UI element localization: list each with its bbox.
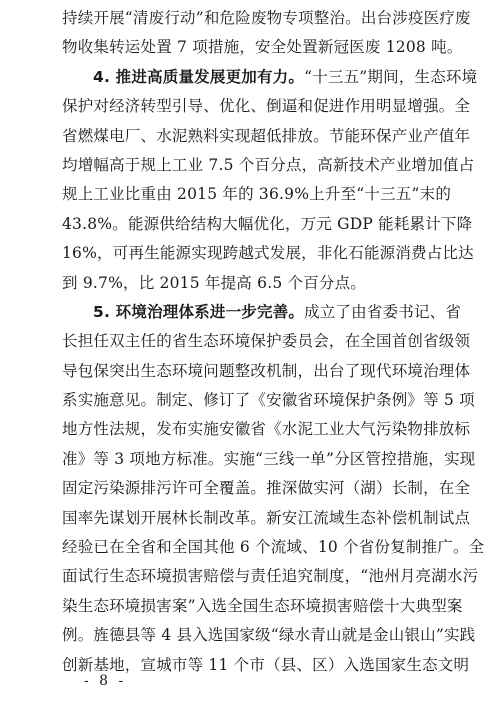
section-4-lead-text: “十三五”期间，生态环境 [304,67,478,86]
text-line: 准》等 3 项地方标准。实施“三线一单”分区管控措施，实现 [62,449,476,468]
text-line: 经验已在全省和全国其他 6 个流域、10 个省份复制推广。全 [62,538,485,557]
text-line: 地方性法规，发布实施安徽省《水泥工业大气污染物排放标 [62,420,471,439]
text-line: 规上工业比重由 2015 年的 36.9%上升至“十三五”末的 [62,185,452,204]
text-line: 保护对经济转型引导、优化、倒逼和促进作用明显增强。全 [62,97,471,116]
page-number: - 8 - [84,673,127,689]
text-line: 固定污染源排污许可全覆盖。推深做实河（湖）长制，在全 [62,479,471,498]
text-line: 到 9.7%，比 2015 年提高 6.5 个百分点。 [62,273,367,292]
text-line: 43.8%。能源供给结构大幅优化，万元 GDP 能耗累计下降 [62,214,473,233]
text-line: 染生态环境损害案”入选全国生态环境损害赔偿十大典型案 [62,596,463,615]
text-line: 例。旌德县等 4 县入选国家级“绿水青山就是金山银山”实践 [62,626,476,645]
text-line: 16%，可再生能源实现跨越式发展，非化石能源消费占比达 [62,244,474,263]
body-text [62,4,485,680]
text-line: 持续开展“清废行动”和危险废物专项整治。出台涉疫医疗废 [62,9,471,27]
text-line: 物收集转运处置 7 项措施，安全处置新冠医废 1208 吨。 [62,38,463,57]
text-line: 创新基地，宣城市等 11 个市（县、区）入选国家生态文明 [62,655,470,674]
section-4-heading: 4. 推进高质量发展更加有力。 [93,67,305,86]
section-5-lead-text: 成立了由省委书记、省 [304,302,462,321]
text-line: 国率先谋划开展林长制改革。新安江流域生态补偿机制试点 [62,508,471,527]
text-line: 省燃煤电厂、水泥熟料实现超低排放。节能环保产业产值年 [62,126,471,145]
section-4-first-line [62,63,478,92]
text-line: 长担任双主任的省生态环境保护委员会，在全国首创省级领 [62,332,471,351]
section-5-first-line [62,298,462,327]
text-line: 导包保突出生态环境问题整改机制，出台了现代环境治理体 [62,361,471,380]
text-line: 均增幅高于规上工业 7.5 个百分点，高新技术产业增加值占 [62,155,475,174]
text-line: 系实施意见。制定、修订了《安徽省环境保护条例》等 5 项 [62,391,475,410]
section-5-heading: 5. 环境治理体系进一步完善。 [93,302,305,321]
text-line: 面试行生态环境损害赔偿与责任追究制度，“池州月亮湖水污 [62,567,479,586]
